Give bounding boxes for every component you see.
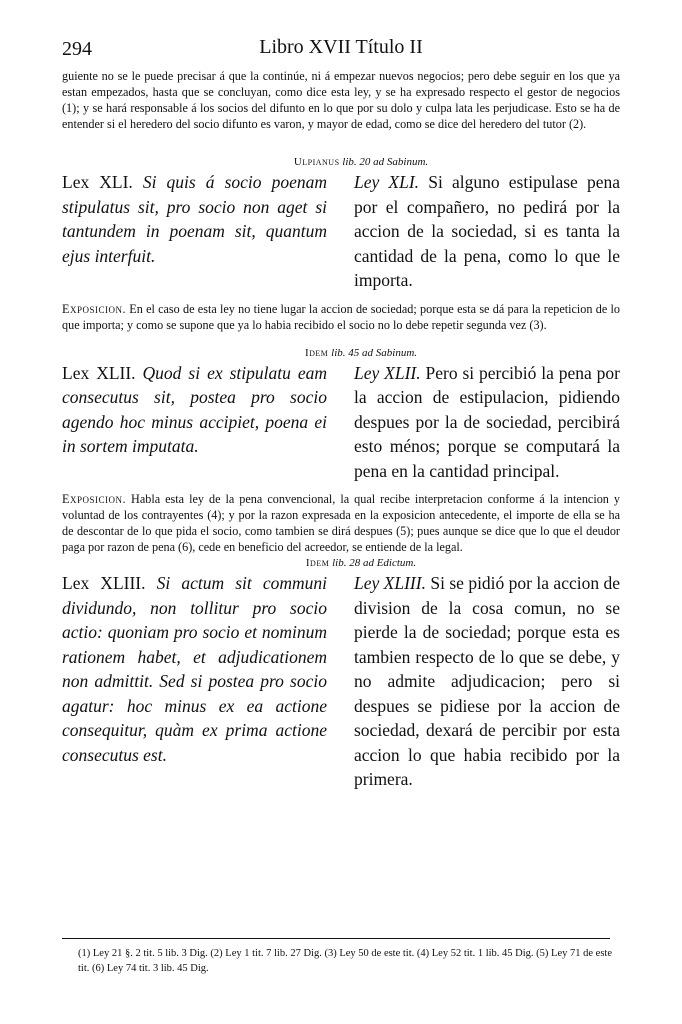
source-author: Idem xyxy=(305,557,330,569)
latin-law-text: Si actum sit communi dividundo, non tollitur pro socio actio: quoniam pro socio et nominum rationem habet, et adjudicationem non admittit. Sed si postea pro socio agatur: hoc minus ex ea actione consequitur, quàm ex prima actione consecutus est. xyxy=(62,573,327,765)
latin-law-text: Quod si ex stipulatu eam consecutus sit, postea pro socio agendo hoc minus accipiet, poena ei in sortem imputata. xyxy=(62,362,327,456)
spanish-text-column xyxy=(354,571,620,792)
page-number: 294 xyxy=(62,38,92,60)
exposition-paragraph xyxy=(62,491,620,555)
footnote-divider xyxy=(62,938,610,939)
latin-text-column xyxy=(62,361,327,484)
exposition-label: Exposicion. xyxy=(62,301,126,316)
source-line xyxy=(62,557,620,569)
spanish-law-text: Si se pidió por la accion de division de la cosa comun, no se pierde la de sociedad; porque esta es tambien respecto de lo que se debe, y no admite adjudicacion; pero si despues se pidiese por la accion de sociedad, dexará de percibir por esta accion lo que habia recibido por la primera. xyxy=(354,573,620,789)
source-line xyxy=(62,156,620,168)
spanish-law-text: Pero si percibió la pena por la accion de estipulacion, pidiendo despues por la de sociedad, percibirá esto ménos; porque se computará la pena en la cantidad principal. xyxy=(354,362,620,481)
latin-law-heading: Lex XLIII. xyxy=(62,573,146,593)
spanish-text-column xyxy=(354,361,620,484)
spanish-law-text: Si alguno estipulase pena por el compañero, no pedirá por la accion de la sociedad, si es tanta la cantidad de la pena, como lo que le importa. xyxy=(354,172,620,290)
latin-law-heading: Lex XLI. xyxy=(62,172,133,192)
exposition-text: En el caso de esta ley no tiene lugar la accion de sociedad; porque esta se dá para la repeticion de lo que importa; y como se supone que ya lo habia recibido el socio no lo debe repetir segunda vez (3). xyxy=(62,301,620,332)
latin-law-heading: Lex XLII. xyxy=(62,362,136,383)
spanish-law-heading: Ley XLIII. xyxy=(354,573,426,593)
latin-text-column xyxy=(62,571,327,792)
footnotes: (1) Ley 21 §. 2 tit. 5 lib. 3 Dig. (2) Ley 1 tit. 7 lib. 27 Dig. (3) Ley 50 de este tit. (4) Ley 52 tit. 1 lib. 45 Dig. (5) Ley 71 de este tit. (6) Ley 74 tit. 3 lib. 45 Dig. xyxy=(78,948,612,974)
source-reference: lib. 28 ad Edictum. xyxy=(332,557,417,569)
page-body xyxy=(62,36,620,792)
spanish-law-heading: Ley XLII. xyxy=(354,362,421,383)
intro-paragraph: guiente no se le puede precisar á que la continúe, ni á empezar nuevos negocios; pero debe seguir en los que ya estan empezados, hasta que se concluyan, como dice esta ley, y se ha expresado respecto el gestor de negocios (1); y se hará responsable á los socios del difunto en lo que por su dolo y culpa lata les perjudicase. Esto se ha de entender si el heredero del socio difunto es varon, y mayor de edad, como se dice del heredero del tutor (2). xyxy=(62,69,620,131)
law-columns xyxy=(62,361,620,484)
exposition-label: Exposicion. xyxy=(62,492,126,506)
law-columns xyxy=(62,170,620,293)
latin-text-column xyxy=(62,170,327,293)
law-columns xyxy=(62,571,620,792)
source-line xyxy=(62,347,620,359)
page-header xyxy=(62,36,620,66)
exposition-text: Habla esta ley de la pena convencional, la qual recibe interpretacion conforme á la intencion y voluntad de los contrayentes (4); y por la razon expresada en la exposicion antecedente, el importe de ella se ha de descontar de lo que pida el socio, como tambien se dirá despues (5); pues aunque se dice que lo que el deudor paga por razon de pena (6), cede en beneficio del acreedor, se entiende de la legal. xyxy=(62,492,621,554)
source-reference: lib. 20 ad Sabinum. xyxy=(342,156,429,168)
running-title: Libro XVII Título II xyxy=(259,36,423,58)
latin-law-text: Si quis á socio poenam stipulatus sit, pro socio non aget si tantundem in poenam sit, quantum ejus interfuit. xyxy=(62,172,327,266)
source-reference: lib. 45 ad Sabinum. xyxy=(331,346,418,359)
spanish-law-heading: Ley XLI. xyxy=(354,172,420,192)
exposition-paragraph xyxy=(62,301,620,333)
source-author: Ulpianus xyxy=(293,156,340,168)
spanish-text-column xyxy=(354,170,620,293)
source-author: Idem xyxy=(304,346,329,359)
